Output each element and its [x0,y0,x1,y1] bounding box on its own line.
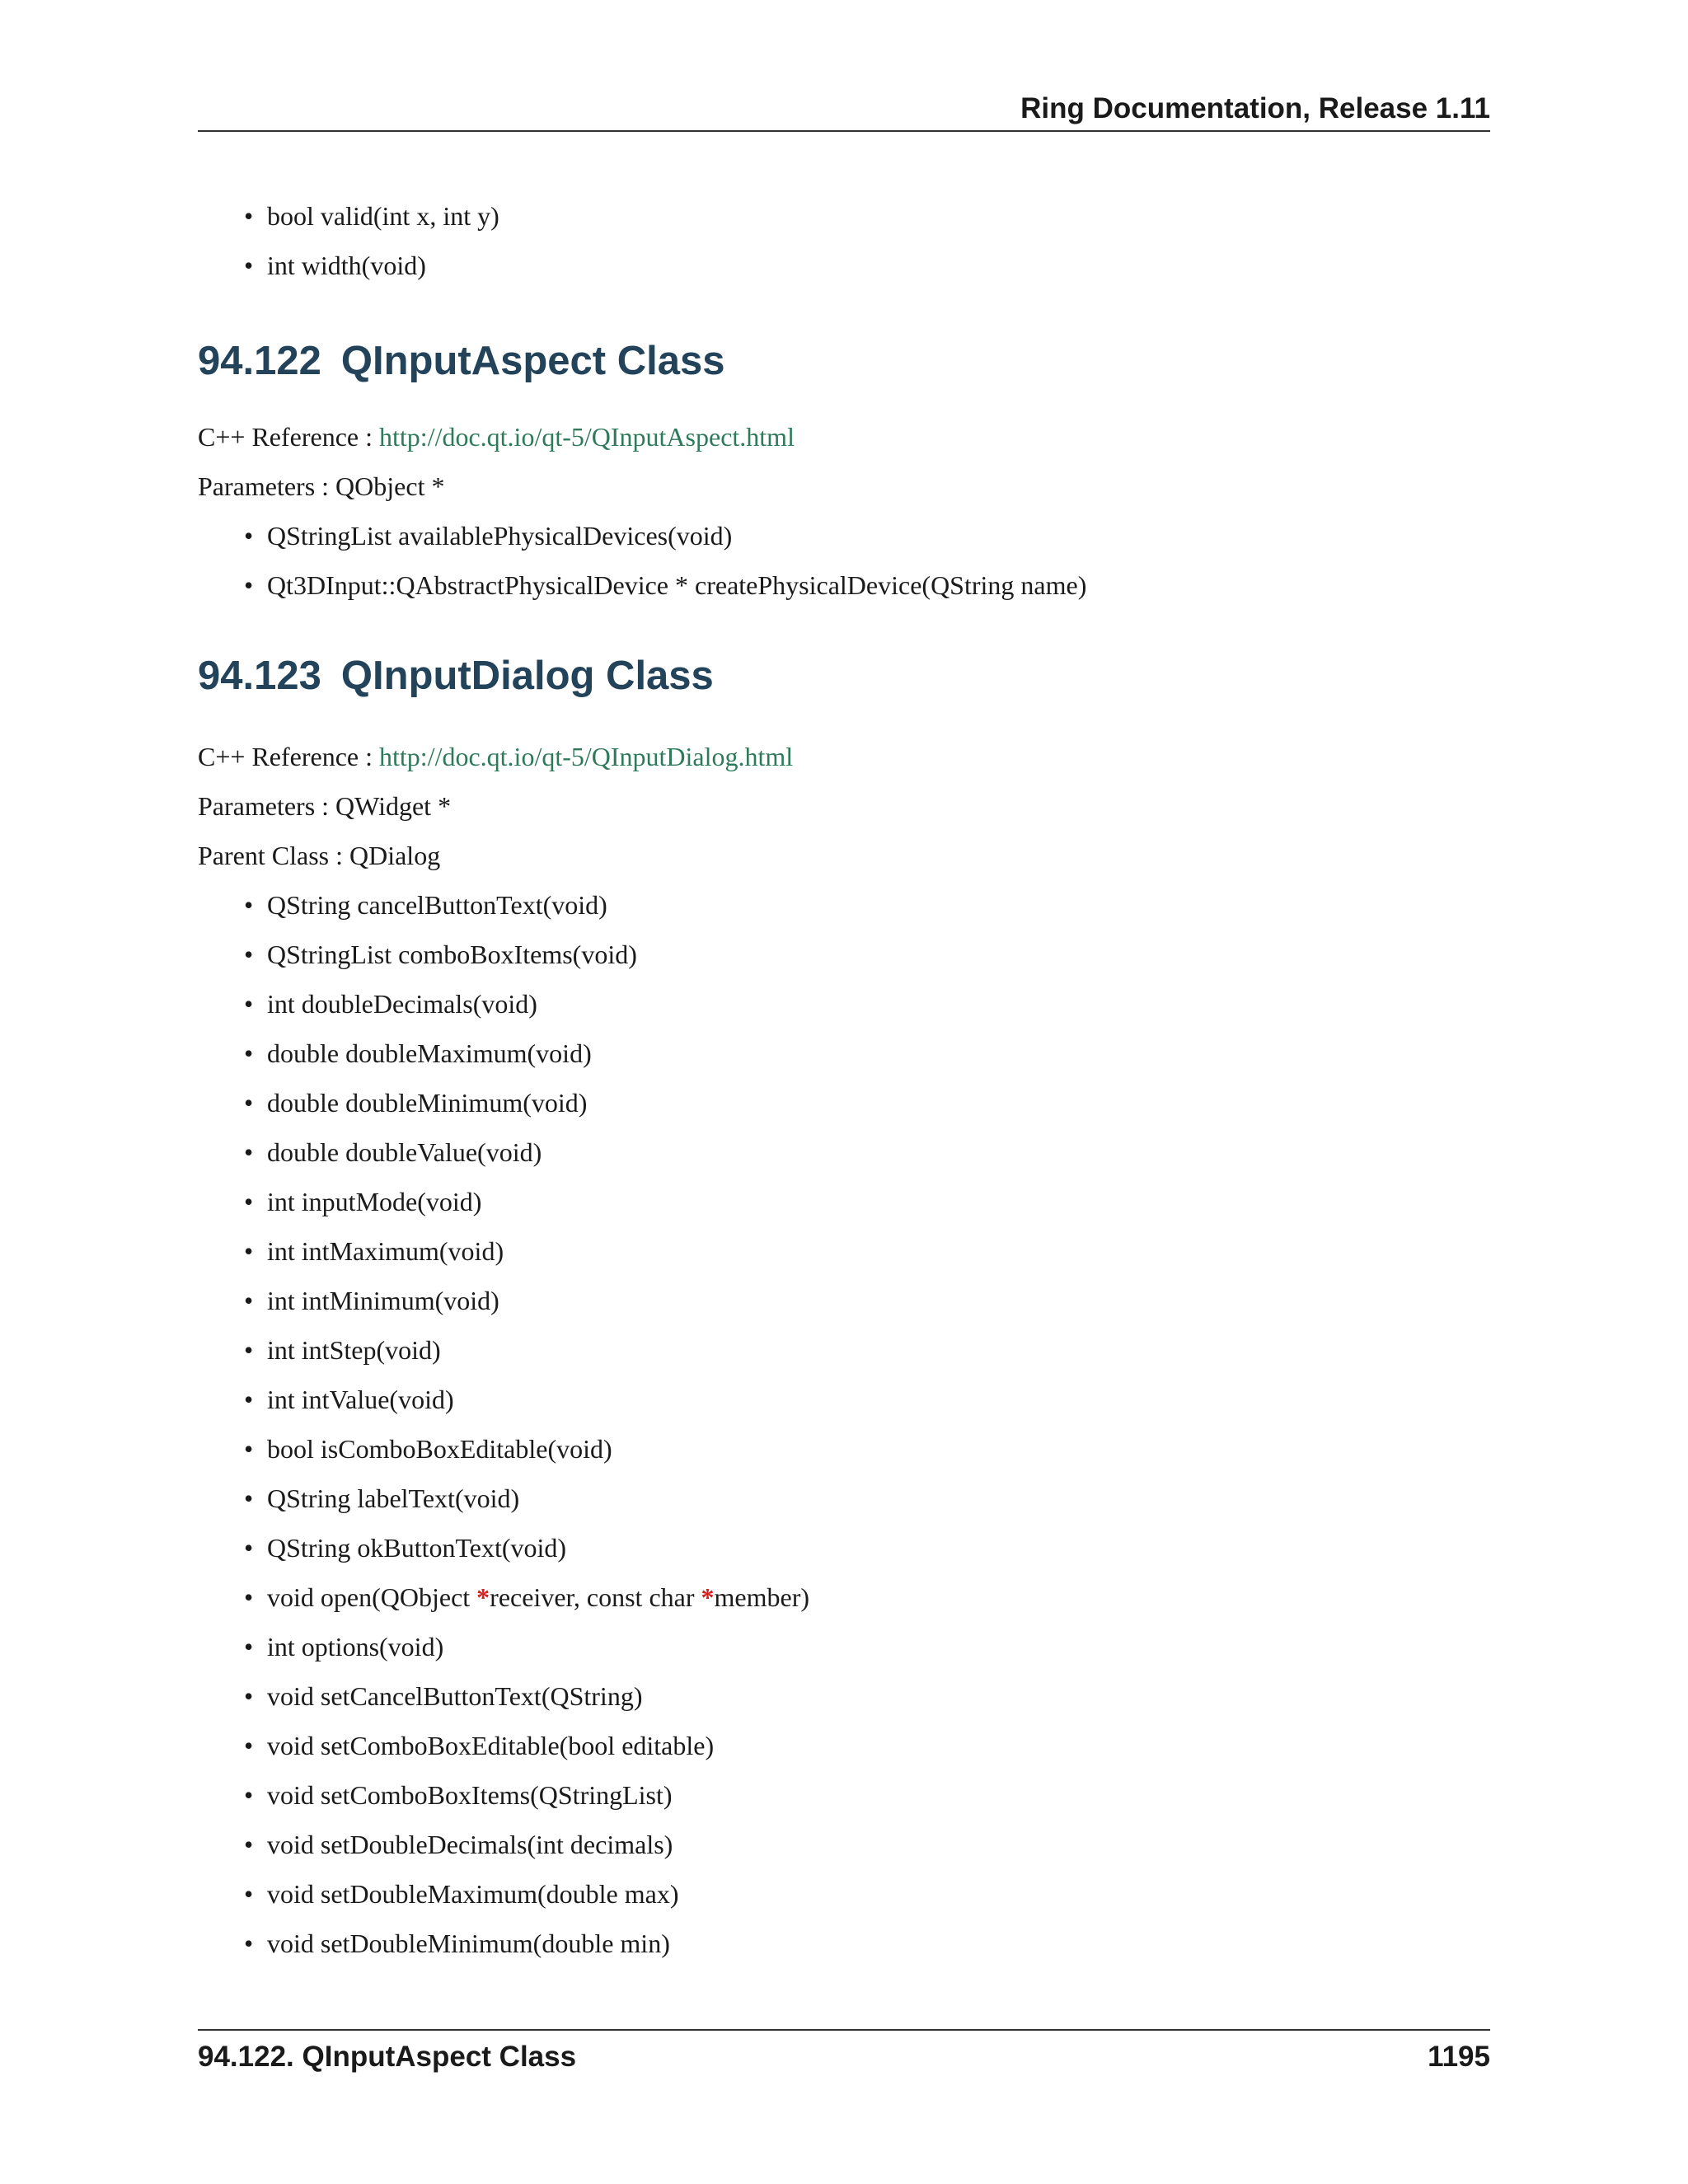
footer-rule [198,2029,1490,2031]
list-item: • void setDoubleMaximum(double max) [244,1869,1490,1919]
open-text-2: receiver, const char [490,1582,701,1612]
list-item: • void setCancelButtonText(QString) [244,1671,1490,1721]
pointer-star: * [701,1582,715,1612]
section-heading-qinputdialog [198,651,1490,701]
list-item: • int intMinimum(void) [244,1276,1490,1325]
list-item: • Qt3DInput::QAbstractPhysicalDevice * createPhysicalDevice(QString name) [244,560,1490,610]
list-item: • double doubleMaximum(void) [244,1029,1490,1078]
parameters-line: Parameters : QWidget * [198,791,452,821]
parent-class-line: Parent Class : QDialog [198,841,441,870]
list-item: • QStringList comboBoxItems(void) [244,930,1490,979]
list-item: • void setComboBoxEditable(bool editable) [244,1721,1490,1770]
section-title-text: QInputDialog Class [340,654,714,698]
open-text-3: member) [714,1582,809,1612]
list-item: • int width(void) [244,241,1490,290]
list-item: • QStringList availablePhysicalDevices(void) [244,511,1490,560]
open-text-1: void open(QObject [267,1582,477,1612]
reference-link[interactable]: http://doc.qt.io/qt-5/QInputAspect.html [379,422,795,452]
reference-label: C++ Reference : [198,422,379,452]
continued-method-list [198,191,1490,290]
cpp-reference-line [198,732,1490,781]
list-item: • int inputMode(void) [244,1177,1490,1226]
list-item: • int options(void) [244,1622,1490,1671]
pointer-star: * [476,1582,490,1612]
page-number: 1195 [1428,2041,1490,2073]
reference-link[interactable]: http://doc.qt.io/qt-5/QInputDialog.html [379,742,794,771]
footer-section-title: 94.122. QInputAspect Class [198,2041,577,2073]
list-item: • bool isComboBoxEditable(void) [244,1424,1490,1474]
list-item: • void setComboBoxItems(QStringList) [244,1770,1490,1820]
list-item: • double doubleValue(void) [244,1127,1490,1177]
list-item: • bool valid(int x, int y) [244,191,1490,241]
section-number: 94.122 [198,339,321,383]
list-item: • int doubleDecimals(void) [244,979,1490,1029]
reference-label: C++ Reference : [198,742,379,771]
qinputdialog-method-list [198,880,1490,1968]
list-item: • void setDoubleMinimum(double min) [244,1919,1490,1968]
page-content [198,191,1490,1968]
section-number: 94.123 [198,654,321,698]
list-item: • QString cancelButtonText(void) [244,880,1490,930]
running-header: Ring Documentation, Release 1.11 [1020,92,1490,124]
header-rule [198,130,1490,132]
list-item-open-method [244,1572,1490,1622]
list-item: • double doubleMinimum(void) [244,1078,1490,1127]
list-item: • int intValue(void) [244,1375,1490,1424]
document-page [198,0,1490,2184]
section-heading-qinputaspect [198,336,1490,386]
list-item: • int intMaximum(void) [244,1226,1490,1276]
list-item: • void setDoubleDecimals(int decimals) [244,1820,1490,1869]
qinputaspect-method-list [198,511,1490,610]
list-item: • int intStep(void) [244,1325,1490,1375]
cpp-reference-line [198,412,1490,462]
parameters-line: Parameters : QObject * [198,471,445,501]
section-title-text: QInputAspect Class [340,339,725,383]
list-item: • QString okButtonText(void) [244,1523,1490,1572]
list-item: • QString labelText(void) [244,1474,1490,1523]
